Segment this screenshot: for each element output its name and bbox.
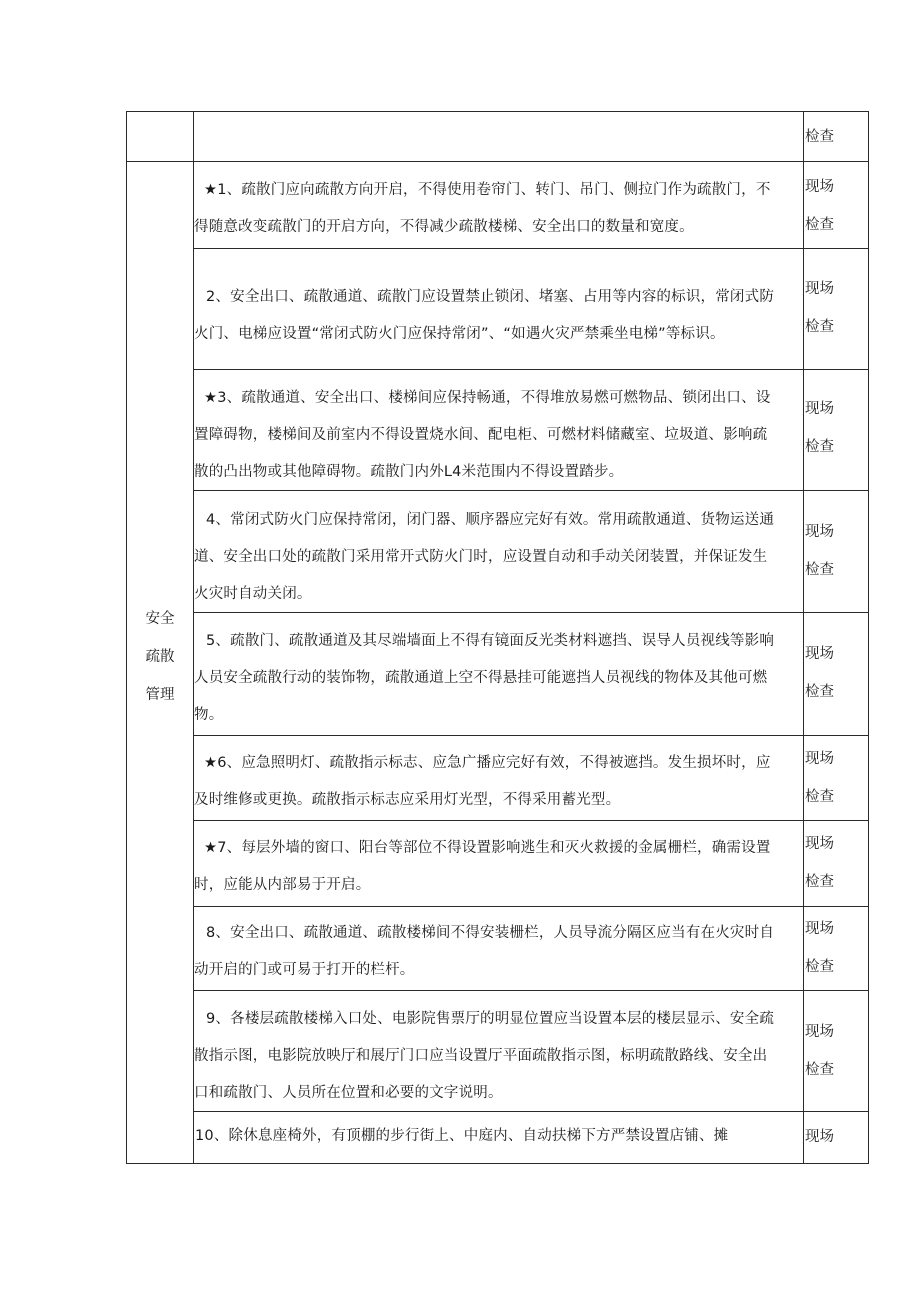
method-line: 现场 (805, 179, 834, 195)
item-line: ★7、每层外墙的窗口、阳台等部位不得设置影响逃生和灭火救援的金属栅栏，确需设置 (204, 840, 771, 856)
item-line: 道、安全出口处的疏散门采用常开式防火门时，应设置自动和手动关闭装置，并保证发生 (194, 549, 768, 565)
table-top-border (126, 111, 869, 112)
item-9-method (805, 1013, 867, 1089)
item-line: 口和疏散门、人员所在位置和必要的文字说明。 (194, 1085, 503, 1101)
method-line: 检查 (805, 789, 834, 805)
item-line: ★3、疏散通道、安全出口、楼梯间应保持畅通，不得堆放易燃可燃物品、锁闭出口、设 (204, 390, 771, 406)
category-line: 疏散 (145, 649, 175, 665)
method-line: 检查 (805, 1062, 834, 1078)
row-divider-main (126, 161, 869, 162)
item-5-method (805, 635, 867, 711)
item-divider (193, 369, 869, 370)
item-7-method (805, 825, 867, 901)
item-line: 得随意改变疏散门的开启方向，不得减少疏散楼梯、安全出口的数量和宽度。 (194, 219, 694, 235)
method-line: 现场 (805, 401, 834, 417)
item-10-method (805, 1118, 867, 1156)
item-2-content (194, 279, 802, 353)
method-line: 检查 (805, 439, 834, 455)
method-line: 现场 (805, 836, 834, 852)
item-line: 人员安全疏散行动的装饰物，疏散通道上空不得悬挂可能遮挡人员视线的物体及其他可燃 (194, 670, 768, 686)
category-line: 安全 (145, 611, 175, 627)
method-line: 现场 (805, 751, 834, 767)
item-line: 物。 (194, 707, 224, 723)
item-5-content (194, 623, 802, 734)
item-divider (193, 248, 869, 249)
item-line: 8、安全出口、疏散通道、疏散楼梯间不得安装栅栏，人员导流分隔区应当有在火灾时自 (206, 925, 775, 941)
method-line: 检查 (805, 562, 834, 578)
item-line: ★1、疏散门应向疏散方向开启，不得使用卷帘门、转门、吊门、侧拉门作为疏散门，不 (204, 182, 771, 198)
item-divider (193, 735, 869, 736)
item-8-content (194, 915, 802, 989)
item-6-method (805, 740, 867, 816)
item-line: 时，应能从内部易于开启。 (194, 877, 371, 893)
method-line: 检查 (805, 217, 834, 233)
method-line: 检查 (805, 319, 834, 335)
item-line: 火灾时自动关闭。 (194, 586, 312, 602)
item-8-method (805, 910, 867, 986)
item-3-method (805, 390, 867, 466)
prev-row-method: 检查 (805, 129, 834, 145)
method-line: 现场 (805, 524, 834, 540)
item-divider (193, 906, 869, 907)
table-right-border (868, 111, 869, 1164)
item-2-method (805, 270, 867, 346)
column-divider-method (803, 111, 804, 1164)
item-line: 及时维修或更换。疏散指示标志应采用灯光型，不得采用蓄光型。 (194, 792, 621, 808)
item-3-content (194, 380, 802, 491)
table-bottom-border (126, 1163, 869, 1164)
item-line: 10、除休息座椅外，有顶棚的步行街上、中庭内、自动扶梯下方严禁设置店铺、摊 (195, 1128, 729, 1144)
item-9-content (194, 1001, 802, 1112)
method-line: 现场 (805, 646, 834, 662)
item-line: 2、安全出口、疏散通道、疏散门应设置禁止锁闭、堵塞、占用等内容的标识，常闭式防 (206, 289, 775, 305)
method-line: 检查 (805, 874, 834, 890)
item-6-content (194, 745, 802, 819)
item-divider (193, 990, 869, 991)
method-line: 现场 (805, 1024, 834, 1040)
item-line: 动开启的门或可易于打开的栏杆。 (194, 962, 415, 978)
method-line: 现场 (805, 1129, 834, 1145)
item-line: 散的凸出物或其他障碍物。疏散门内外L4米范围内不得设置踏步。 (194, 464, 624, 480)
item-4-method (805, 513, 867, 589)
item-4-content (194, 502, 802, 613)
method-line: 检查 (805, 684, 834, 700)
item-line: 4、常闭式防火门应保持常闭，闭门器、顺序器应完好有效。常用疏散通道、货物运送通 (206, 512, 775, 528)
table-left-border (126, 111, 127, 1164)
item-1-method (805, 168, 867, 244)
item-1-content (194, 172, 802, 246)
item-line: 9、各楼层疏散楼梯入口处、电影院售票厅的明显位置应当设置本层的楼层显示、安全疏 (206, 1011, 775, 1027)
item-line: 置障碍物，楼梯间及前室内不得设置烧水间、配电柜、可燃材料储藏室、垃圾道、影响疏 (194, 427, 768, 443)
method-line: 现场 (805, 281, 834, 297)
item-7-content (194, 830, 802, 904)
item-line: ★6、应急照明灯、疏散指示标志、应急广播应完好有效，不得被遮挡。发生损坏时，应 (204, 755, 771, 771)
item-line: 火门、电梯应设置“常闭式防火门应保持常闭”、“如遇火灾严禁乘坐电梯”等标识。 (194, 326, 725, 342)
item-10-content (195, 1118, 803, 1155)
method-line: 检查 (805, 959, 834, 975)
category-cell (128, 600, 192, 714)
item-line: 散指示图，电影院放映厅和展厅门口应当设置厅平面疏散指示图，标明疏散路线、安全出 (194, 1048, 768, 1064)
method-line: 现场 (805, 921, 834, 937)
item-line: 5、疏散门、疏散通道及其尽端墙面上不得有镜面反光类材料遮挡、误导人员视线等影响 (206, 633, 775, 649)
item-divider (193, 820, 869, 821)
category-line: 管理 (145, 687, 175, 703)
